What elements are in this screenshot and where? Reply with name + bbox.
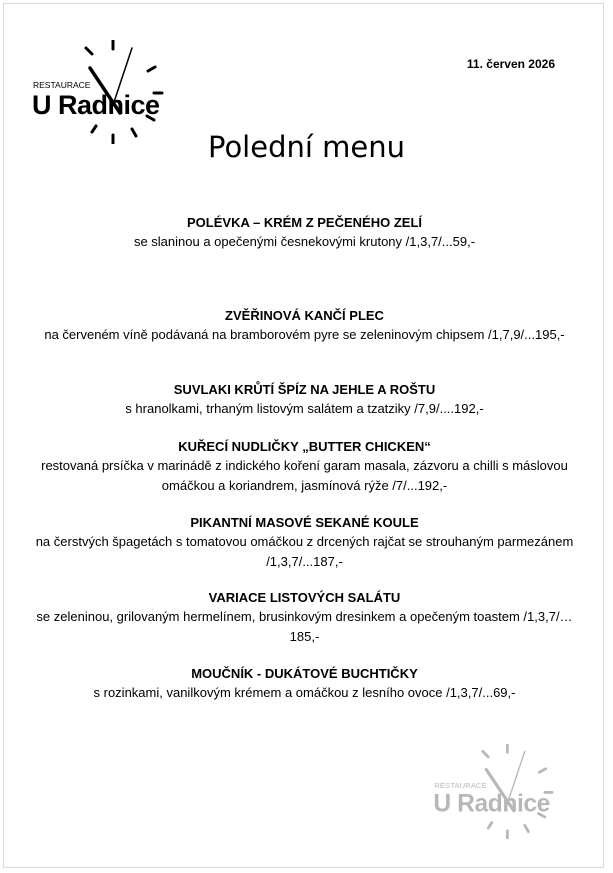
watermark-small-text: RESTAURACE xyxy=(434,780,487,790)
menu-item-description: s hranolkami, trhaným listovým salátem a tzatziky /7,9/....192,- xyxy=(125,401,484,416)
watermark-name-text: U Radnice xyxy=(433,790,550,818)
menu-item xyxy=(30,588,579,647)
menu-item-name: PIKANTNÍ MASOVÉ SEKANÉ KOULE xyxy=(190,515,419,530)
logo-small-text: RESTAURACE xyxy=(33,80,91,90)
menu-item-name: KUŘECÍ NUDLIČKY „BUTTER CHICKEN“ xyxy=(178,439,431,454)
menu-item-description: se zeleninou, grilovaným hermelínem, brusinkovým dresinkem a opečeným toastem /1,3,7/…185,- xyxy=(36,609,573,644)
menu-item-description: na čerstvých špagetách s tomatovou omáčkou z drcených rajčat se strouhaným parmezánem /1,3,7/...187,- xyxy=(35,534,574,569)
menu-item-description: se slaninou a opečenými česnekovými krutony /1,3,7/...59,- xyxy=(133,234,476,249)
watermark-logo xyxy=(423,744,568,839)
menu-item xyxy=(30,380,579,419)
menu-item-name: POLÉVKA – KRÉM Z PEČENÉHO ZELÍ xyxy=(187,215,422,230)
menu-item xyxy=(30,437,579,496)
restaurant-logo xyxy=(32,40,168,144)
menu-item-name: VARIACE LISTOVÝCH SALÁTU xyxy=(208,590,401,605)
menu-date: 11. červen 2026 xyxy=(466,57,555,71)
logo-name-text: U Radnice xyxy=(32,90,160,120)
menu-item-description: s rozinkami, vanilkovým krémem a omáčkou z lesního ovoce /1,3,7/...69,- xyxy=(93,685,516,700)
menu-item xyxy=(30,664,579,703)
menu-item xyxy=(30,513,579,572)
page-title: Polední menu xyxy=(207,130,405,164)
menu-item-name: MOUČNÍK - DUKÁTOVÉ BUCHTIČKY xyxy=(191,666,418,681)
menu-item-name: ZVĚŘINOVÁ KANČÍ PLEC xyxy=(225,308,384,323)
menu-item-description: na červeném víně podávaná na bramborovém pyre se zeleninovým chipsem /1,7,9/...195,- xyxy=(44,327,565,342)
menu-item xyxy=(30,213,579,252)
menu-item-description: restovaná prsíčka v marinádě z indického koření garam masala, zázvoru a chilli s máslovou omáčkou a koriandrem, jasmínová rýže /7/...192,- xyxy=(41,458,568,493)
menu-item-name: SUVLAKI KRŮTÍ ŠPÍZ NA JEHLE A ROŠTU xyxy=(173,382,436,397)
menu-item xyxy=(30,306,579,345)
